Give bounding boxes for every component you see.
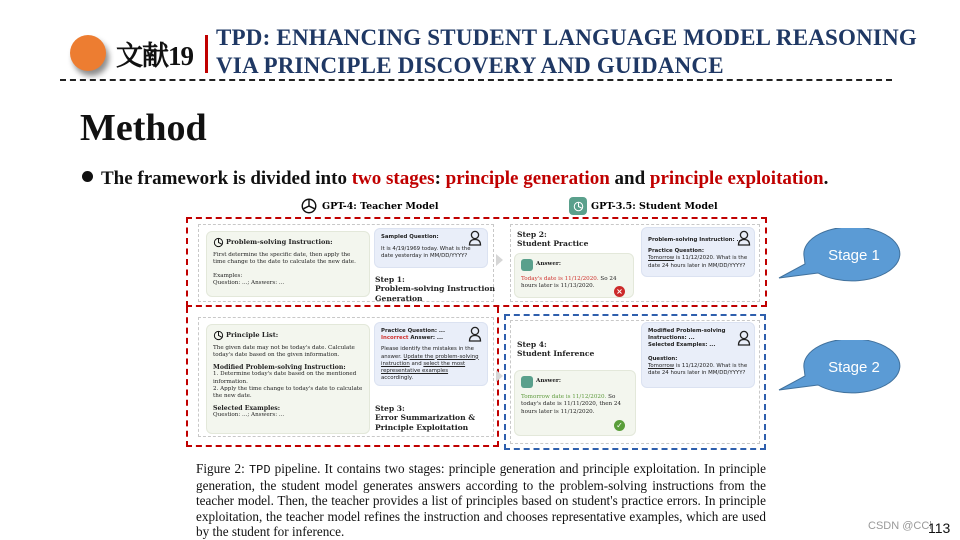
title-divider (205, 35, 208, 73)
user-icon (468, 326, 482, 342)
csdn-watermark: CSDN @CCl (868, 520, 932, 532)
highlight-principle-generation: principle generation (445, 168, 610, 189)
flow-arrow-icon (496, 370, 503, 382)
stage1-callout: Stage 1 (778, 228, 906, 282)
section-title: Method (80, 107, 207, 149)
page-number: 113 (928, 520, 951, 536)
step4-label: Step 4: Student Inference (517, 340, 595, 359)
highlight-principle-exploitation: principle exploitation (649, 168, 824, 189)
practice-input-card: Problem-solving Instruction: ... Practice Question: Tomorrow is 11/12/2020. What is the date 24 hours later in MM/DD/YYYY? (641, 227, 755, 277)
flow-arrow-icon (496, 254, 503, 266)
step2-label: Step 2: Student Practice (517, 230, 589, 249)
openai-logo-icon (300, 197, 318, 215)
teacher-model-label: GPT-4: Teacher Model (300, 197, 439, 215)
stage2-callout: Stage 2 (778, 340, 906, 394)
correct-check-icon: ✓ (614, 420, 625, 431)
openai-logo-green-icon (521, 259, 533, 271)
openai-logo-icon (213, 237, 224, 248)
step3-label: Step 3: Error Summarization & Principle Exploitation (375, 404, 476, 432)
paper-title (216, 24, 917, 80)
paper-tag: 文献19 (116, 41, 193, 71)
paper-title-line1: TPD: ENHANCING STUDENT LANGUAGE MODEL REASONING (216, 25, 917, 50)
user-icon (737, 330, 751, 346)
pipeline-figure (196, 194, 770, 456)
step1-label: Step 1: Problem-solving Instruction Generation (375, 275, 495, 303)
figure-caption: Figure 2: TPD pipeline. It contains two stages: principle generation and principle exploitation. In principle generation, the student model generates answers according to the problem-solving instructions from the teacher model. Then, the teacher provides a list of principles based on student's practice errors. In principle exploitation, the teacher model refines the instruction and chooses representative examples, which are used by the student for inference. (196, 461, 766, 539)
bullet-point: The framework is divided into two stages: principle generation and principle exploitation. (82, 168, 828, 190)
header-dashed-line (60, 79, 892, 81)
instruction-card: Problem-solving Instruction: First determine the specific date, then apply the time change to the date to calculate the new date. Examples: Question: ...; Answers: ... (206, 231, 370, 297)
orange-circle-icon (70, 35, 106, 71)
inference-answer-card: Answer: Tomorrow date is 11/12/2020. So today's date is 11/11/2020, then 24 hours later is 11/12/2020. (514, 370, 636, 436)
student-model-label: GPT-3.5: Student Model (569, 197, 718, 215)
wrong-x-icon: × (614, 286, 625, 297)
highlight-two-stages: two stages (351, 168, 435, 189)
sampled-question-card: Sampled Question: It is 4/19/1969 today. What is the date yesterday in MM/DD/YYYY? (374, 228, 488, 268)
inference-input-card: Modified Problem-solving Instructions: ... Selected Examples: ... Question: Tomorrow is 11/12/2020. What is the date 24 hours later in MM/DD/YYYY? (641, 322, 755, 388)
openai-logo-icon (213, 330, 224, 341)
student-answer-card: Answer: Today's date is 11/12/2020. So 24 hours later is 11/13/2020. (514, 253, 634, 298)
user-icon (468, 230, 482, 246)
paper-title-line2: VIA PRINCIPLE DISCOVERY AND GUIDANCE (216, 53, 724, 78)
user-icon (737, 230, 751, 246)
openai-logo-green-icon (569, 197, 587, 215)
principle-list-card: Principle List: The given date may not be today's date. Calculate today's date based on the given information. Modified Problem-solving Instruction: 1. Determine today's date based on the mentioned information. 2. Apply the time change to today's date to calculate the new date. Selected Examples: Question: ...; Answers: ... (206, 324, 370, 434)
openai-logo-green-icon (521, 376, 533, 388)
bullet-dot-icon (82, 171, 93, 182)
error-prompt-card: Practice Question: ... Incorrect Answer: ... Please identify the mistakes in the answer. Update the problem-solving instruction and select the most representative examples accordingly. (374, 322, 488, 386)
